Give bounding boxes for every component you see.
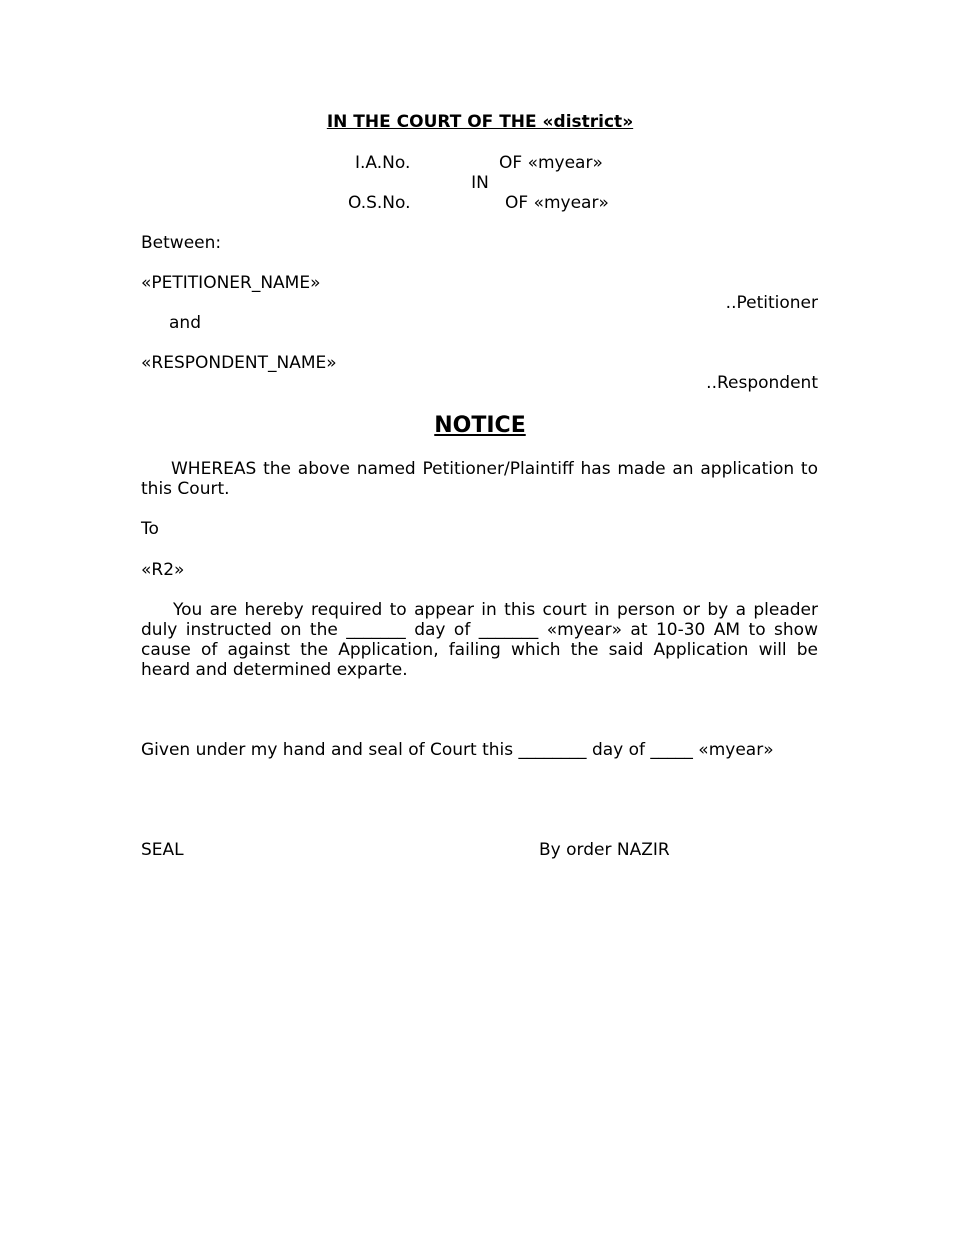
court-title: IN THE COURT OF THE «district» xyxy=(326,112,634,132)
ia-number-label: I.A.No. xyxy=(355,153,411,173)
os-number-label: O.S.No. xyxy=(348,193,411,213)
to-label: To xyxy=(141,519,159,539)
recipient-name: «R2» xyxy=(141,560,185,580)
and-label: and xyxy=(169,313,201,333)
seal-label: SEAL xyxy=(141,840,184,860)
between-label: Between: xyxy=(141,233,222,253)
summons-paragraph: You are hereby required to appear in this court in person or by a pleader duly instructed on the _______ day of _______ «myear» at 10-30 AM to show cause of against the Application, failing which the said Application will be heard and determined exparte. xyxy=(141,600,818,680)
ia-year: OF «myear» xyxy=(499,153,603,173)
respondent-role: ..Respondent xyxy=(706,373,818,393)
by-order-nazir: By order NAZIR xyxy=(539,840,670,860)
petitioner-name: «PETITIONER_NAME» xyxy=(141,273,321,293)
respondent-name: «RESPONDENT_NAME» xyxy=(141,353,337,373)
petitioner-role: ..Petitioner xyxy=(725,293,818,313)
os-year: OF «myear» xyxy=(505,193,609,213)
in-label: IN xyxy=(471,173,489,193)
given-under-seal-line: Given under my hand and seal of Court this ________ day of _____ «myear» xyxy=(141,740,774,760)
notice-title: NOTICE xyxy=(434,413,526,438)
whereas-paragraph: WHEREAS the above named Petitioner/Plaintiff has made an application to this Court. xyxy=(141,459,818,499)
